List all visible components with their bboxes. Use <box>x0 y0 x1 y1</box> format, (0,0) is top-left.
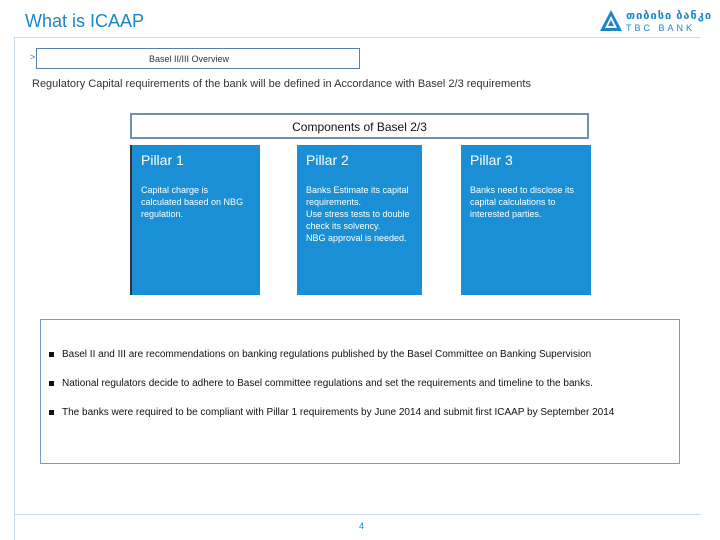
page-title: What is ICAAP <box>25 11 145 31</box>
list-item <box>49 349 669 378</box>
pillar-2-card <box>297 145 422 295</box>
pillar-1-card <box>130 145 260 295</box>
bank-logo-icon <box>598 8 624 34</box>
bullet-icon <box>49 352 54 357</box>
pillar-title: Pillar 2 <box>306 152 349 168</box>
pillar-description <box>306 184 413 244</box>
logo-georgian-text: თიბისი ბანკი <box>626 10 713 22</box>
breadcrumb-label: Basel II/III Overview <box>149 54 230 64</box>
breadcrumb-arrow-icon: > <box>30 52 36 62</box>
pillar-title: Pillar 3 <box>470 152 513 168</box>
note-text: National regulators decide to adhere to Basel committee regulations and set the requirements and timeline to the banks. <box>62 378 593 389</box>
left-margin-line <box>14 37 15 540</box>
bullet-icon <box>49 381 54 386</box>
tbc-bank-logo <box>598 8 713 36</box>
pillar-3-card <box>461 145 591 295</box>
page-number: 4 <box>359 521 365 531</box>
components-title: Components of Basel 2/3 <box>292 120 427 134</box>
components-title-box <box>130 113 589 139</box>
pillar-line: Banks Estimate its capital requirements. <box>306 185 409 207</box>
bullet-icon <box>49 410 54 415</box>
breadcrumb <box>36 48 360 69</box>
pillar-line: NBG approval is needed. <box>306 233 407 243</box>
notes-box <box>40 319 680 464</box>
note-text: Basel II and III are recommendations on banking regulations published by the Basel Committee on Banking Supervision <box>62 349 592 360</box>
pillar-title: Pillar 1 <box>141 152 184 168</box>
pillar-description: Capital charge is calculated based on NBG regulation. <box>141 185 244 219</box>
intro-text: Regulatory Capital requirements of the bank will be defined in Accordance with Basel 2/3 requirements <box>32 78 531 90</box>
header-divider <box>14 37 700 38</box>
note-text: The banks were required to be compliant with Pillar 1 requirements by June 2014 and submit first ICAAP by September 2014 <box>62 407 615 418</box>
pillar-line: Use stress tests to double check its solvency. <box>306 209 410 231</box>
footer-divider <box>14 514 700 515</box>
list-item <box>49 407 669 436</box>
pillar-description: Banks need to disclose its capital calculations to interested parties. <box>470 185 575 219</box>
list-item <box>49 378 669 407</box>
logo-english-text: TBC BANK <box>626 23 696 33</box>
